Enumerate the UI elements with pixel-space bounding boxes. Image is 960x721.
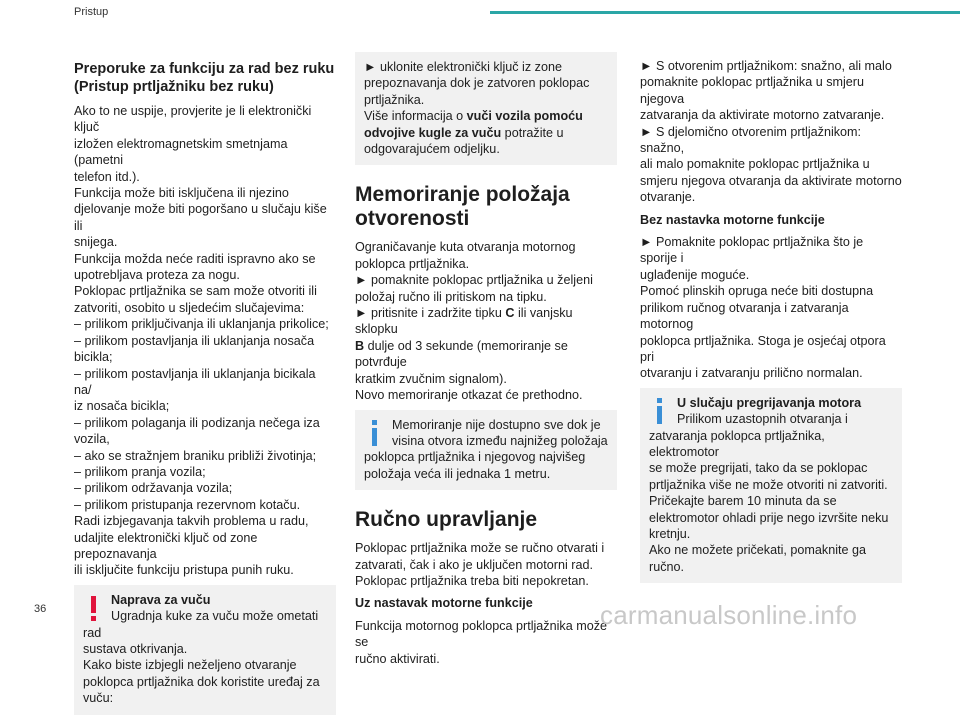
section-heading-hands-free: Preporuke za funkciju za rad bez ruku (Pristup prtljažniku bez ruku) bbox=[74, 61, 335, 95]
text-line: Ograničavanje kuta otvaranja motornog bbox=[355, 240, 576, 255]
body-text bbox=[355, 618, 617, 667]
warning-line: Ugradnja kuke za vuču može ometati rad bbox=[83, 609, 319, 640]
info-line: poklopca prtljažnika i njegovog najvišeg bbox=[364, 450, 586, 465]
info-line: kretnju. bbox=[649, 526, 691, 541]
body-text bbox=[640, 234, 902, 382]
text-line: ► S otvorenim prtljažnikom: snažno, ali malo bbox=[640, 59, 892, 73]
text-line: upotrebljava proteza za nogu. bbox=[74, 268, 240, 283]
body-text bbox=[640, 58, 902, 206]
text-line: uglađenije moguće. bbox=[640, 267, 750, 282]
info-line: Prilikom uzastopnih otvaranja i bbox=[677, 412, 848, 427]
info-icon bbox=[364, 419, 388, 449]
list-item: – prilikom pristupanja rezervnom kotaču. bbox=[74, 497, 301, 512]
text-line: izložen elektromagnetskim smetnjama (pametni bbox=[74, 136, 288, 168]
warning-exclamation-icon bbox=[83, 594, 107, 624]
text-line: zatvaranja da aktivirate motorno zatvaranje. bbox=[640, 108, 885, 123]
warning-line: Kako biste izbjegli neželjeno otvaranje bbox=[83, 658, 297, 673]
info-line: zatvaranja poklopca prtljažnika, elektromotor bbox=[649, 428, 825, 459]
text-line: ► Pomaknite poklopac prtljažnika što je sporije i bbox=[640, 235, 864, 266]
text-line: Poklopac prtljažnika se sam može otvoriti ili bbox=[74, 284, 317, 299]
list-item: – prilikom održavanja vozila; bbox=[74, 481, 233, 496]
text-line: Funkcija motornog poklopca prtljažnika može se bbox=[355, 618, 607, 650]
text-line: poklopca prtljažnika. Stoga je osjećaj otpora pri bbox=[640, 333, 886, 364]
column-2 bbox=[355, 50, 617, 673]
info-line: Memoriranje nije dostupno sve dok je bbox=[392, 417, 601, 432]
text-line: otvaranju i zatvaranju prilično normalan. bbox=[640, 366, 863, 381]
text-line: Ako to ne uspije, provjerite je li elektronički ključ bbox=[74, 104, 312, 135]
text-line: ► pomaknite poklopac prtljažnika u željeni bbox=[355, 273, 593, 288]
text-line: Novo memoriranje otkazat će prethodno. bbox=[355, 388, 583, 403]
section-title-manual-control: Ručno upravljanje bbox=[355, 508, 538, 532]
text-line: ili isključite funkciju pristupa punih ruku. bbox=[74, 563, 294, 578]
subheading-with-motor: Uz nastavak motorne funkcije bbox=[355, 596, 533, 611]
text-line: prilikom ručnog otvaranja i zatvaranja motornog bbox=[640, 300, 849, 332]
text-line: B dulje od 3 sekunde (memoriranje se potvrđuje bbox=[355, 338, 568, 370]
running-header: Pristup bbox=[74, 6, 109, 18]
text-line: položaj ručno ili pritiskom na tipku. bbox=[355, 289, 547, 304]
list-item: – prilikom polaganja ili podizanja nečega iza bbox=[74, 415, 320, 430]
info-line: Ako ne možete pričekati, pomaknite ga ručno. bbox=[649, 543, 867, 574]
text-line: smjeru njegova otvaranja da aktivirate motorno bbox=[640, 173, 902, 188]
text-line: udaljite elektronički ključ od zone prepoznavanja bbox=[74, 530, 258, 561]
info-line: se može pregrijati, tako da se poklopac bbox=[649, 461, 868, 476]
warning-title: Naprava za vuču bbox=[111, 592, 211, 607]
page-number: 36 bbox=[34, 603, 47, 615]
watermark: carmanualsonline.info bbox=[600, 600, 858, 630]
info-line: visina otvora između najnižeg položaja bbox=[392, 433, 608, 448]
text-line: zatvoriti, osobito u sljedećim slučajevima: bbox=[74, 300, 305, 315]
text-line: ručno aktivirati. bbox=[355, 651, 440, 666]
info-title: U slučaju pregrijavanja motora bbox=[677, 395, 862, 410]
warning-line: vuču: bbox=[83, 691, 114, 706]
list-item: – ako se stražnjem braniku približi životinja; bbox=[74, 448, 317, 463]
info-box-overheating bbox=[640, 388, 902, 583]
text-line: Funkcija može biti isključena ili njezino bbox=[74, 186, 289, 201]
body-text bbox=[355, 239, 617, 403]
list-item: – prilikom pranja vozila; bbox=[74, 464, 206, 479]
text-line: iz nosača bicikla; bbox=[74, 399, 170, 414]
header-accent-bar bbox=[490, 11, 960, 14]
text-line: ► pritisnite i zadržite tipku C ili vanjsku sklopku bbox=[355, 306, 573, 337]
body-text bbox=[355, 540, 617, 589]
warning-box-towing bbox=[74, 585, 336, 715]
warning-line: sustava otkrivanja. bbox=[83, 642, 188, 656]
text-line: Pomoć plinskih opruga neće biti dostupna bbox=[640, 284, 874, 299]
box-reference-cont: odvojive kugle za vuču potražite u bbox=[364, 125, 564, 140]
info-box-memorization bbox=[355, 410, 617, 491]
body-text bbox=[74, 103, 336, 579]
warning-line: poklopca prtljažnika dok koristite uređaj za bbox=[83, 674, 320, 689]
list-item: – prilikom priključivanja ili uklanjanja prikolice; bbox=[74, 317, 329, 332]
box-line: ► uklonite elektronički ključ iz zone bbox=[364, 60, 562, 74]
box-line: prepoznavanja dok je zatvoren poklopac bbox=[364, 76, 590, 91]
text-line: vozila, bbox=[74, 432, 110, 447]
info-line: prtljažnika više ne može otvoriti ni zatvoriti. bbox=[649, 477, 888, 492]
info-line: Pričekajte barem 10 minuta da se bbox=[649, 494, 837, 509]
box-line: odgovarajućem odjeljku. bbox=[364, 142, 500, 157]
info-line: položaja veća ili jednaka 1 metru. bbox=[364, 466, 551, 481]
list-item: – prilikom postavljanja ili uklanjanja bicikala na/ bbox=[74, 366, 316, 397]
text-line: ali malo pomaknite poklopac prtljažnika u bbox=[640, 157, 870, 172]
text-line: djelovanje može biti pogoršano u slučaju kiše ili bbox=[74, 202, 327, 233]
text-line: otvaranje. bbox=[640, 190, 696, 205]
box-reference: Više informacija o vuči vozila pomoću bbox=[364, 109, 583, 124]
subheading-without-motor: Bez nastavka motorne funkcije bbox=[640, 212, 825, 227]
warning-box-continued bbox=[355, 52, 617, 165]
text-line: Poklopac prtljažnika treba biti nepokretan. bbox=[355, 573, 589, 588]
text-line: Funkcija možda neće raditi ispravno ako se bbox=[74, 251, 316, 266]
text-line: snijega. bbox=[74, 235, 118, 250]
text-line: ► S djelomično otvorenim prtljažnikom: snažno, bbox=[640, 124, 862, 156]
text-line: telefon itd.). bbox=[74, 169, 140, 184]
list-item: – prilikom postavljanja ili uklanjanja nosača bbox=[74, 333, 315, 348]
text-line: Poklopac prtljažnika može se ručno otvarati i bbox=[355, 541, 605, 556]
text-line: poklopca prtljažnika. bbox=[355, 256, 470, 271]
section-title-memorize-position: Memoriranje položaja otvorenosti bbox=[355, 183, 570, 231]
text-line: pomaknite poklopac prtljažnika u smjeru njegova bbox=[640, 75, 865, 106]
info-line: elektromotor ohladi prije nego izvršite neku bbox=[649, 510, 889, 525]
text-line: bicikla; bbox=[74, 350, 113, 365]
info-icon bbox=[649, 397, 673, 427]
text-line: zatvarati, čak i ako je uključen motorni rad. bbox=[355, 557, 593, 572]
text-line: kratkim zvučnim signalom). bbox=[355, 371, 507, 386]
box-line: prtljažnika. bbox=[364, 92, 425, 107]
column-1 bbox=[74, 50, 336, 721]
text-line: Radi izbjegavanja takvih problema u radu, bbox=[74, 514, 309, 529]
column-3 bbox=[640, 50, 902, 589]
